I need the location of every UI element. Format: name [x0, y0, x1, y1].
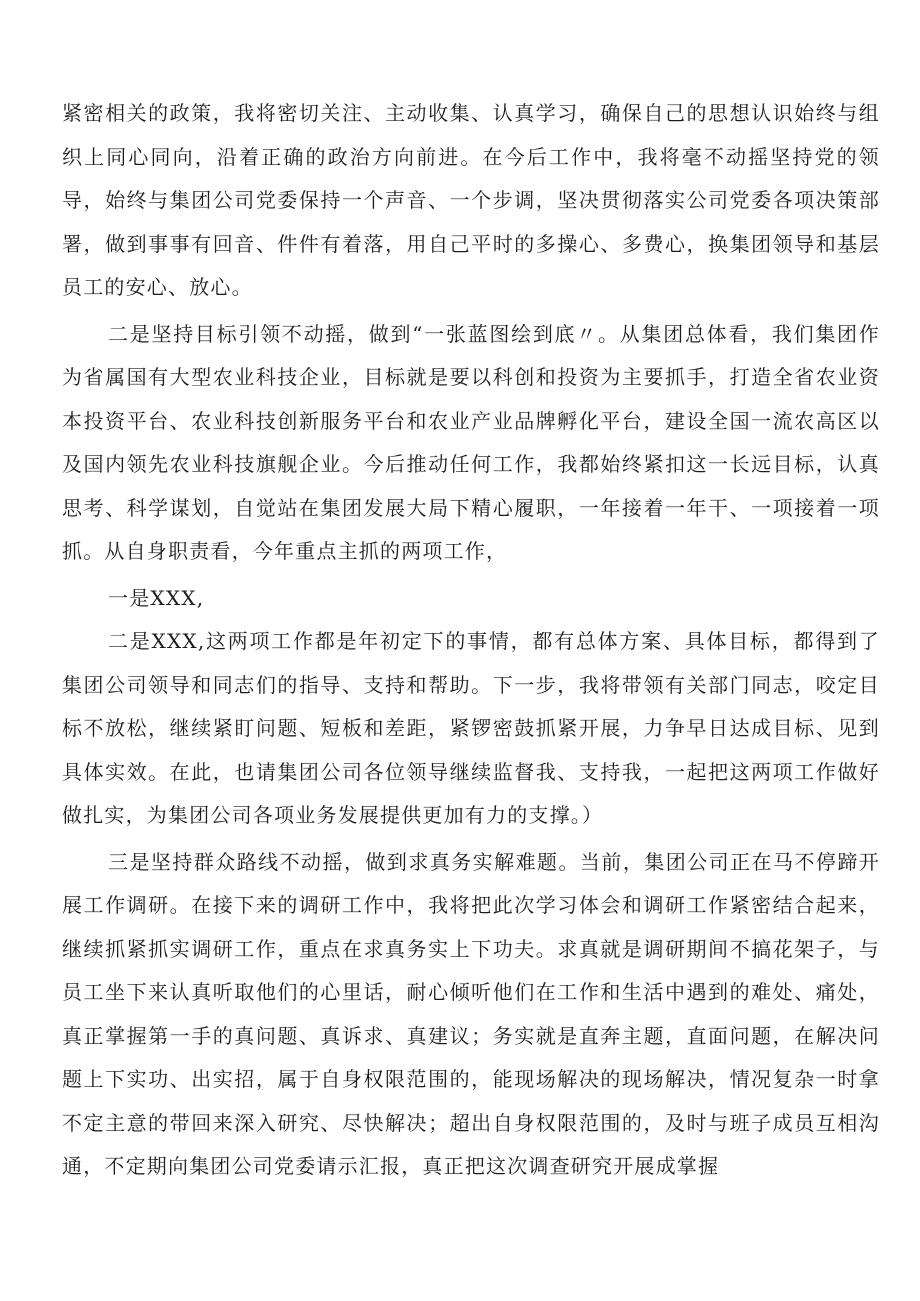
document-body: [62, 92, 880, 1189]
paragraph-third-point: 三是坚持群众路线不动摇，做到求真务实解难题。当前，集团公司正在马不停蹄开展工作调研。在接下来的调研工作中，我将把此次学习体会和调研工作紧密结合起来，继续抓紧抓实调研工作，重点在求真务实上下功夫。求真就是调研期间不搞花架子，与员工坐下来认真听取他们的心里话，耐心倾听他们在工作和生活中遇到的难处、痛处，真正掌握第一手的真问题、真诉求、真建议；务实就是直奔主题，直面问题，在解决问题上下实功、出实招，属于自身权限范围的，能现场解决的现场解决，情况复杂一时拿不定主意的带回来深入研究、尽快解决；超出自身权限范围的，及时与班子成员互相沟通，不定期向集团公司党委请示汇报，真正把这次调查研究开展成掌握: [62, 849, 880, 1178]
paragraph-continuation: 紧密相关的政策，我将密切关注、主动收集、认真学习，确保自己的思想认识始终与组织上同心同向，沿着正确的政治方向前进。在今后工作中，我将毫不动摇坚持党的领导，始终与集团公司党委保持一个声音、一个步调，坚决贯彻落实公司党委各项决策部署，做到事事有回音、件件有着落，用自己平时的多操心、多费心，换集团领导和基层员工的安心、放心。: [62, 101, 880, 299]
paragraph-item-one: 一是XXX,: [108, 585, 205, 610]
paragraph-second-point: 二是坚持目标引领不动摇，做到“一张蓝图绘到底〃。从集团总体看，我们集团作为省属国有大型农业科技企业，目标就是要以科创和投资为主要抓手，打造全省农业资本投资平台、农业科技创新服务平台和农业产业品牌孵化平台，建设全国一流农高区以及国内领先农业科技旗舰企业。今后推动任何工作，我都始终紧扣这一长远目标，认真思考、科学谋划，自觉站在集团发展大局下精心履职，一年接着一年干、一项接着一项抓。从自身职责看，今年重点主抓的两项工作，: [62, 321, 880, 563]
paragraph-item-two: 二是XXX,这两项工作都是年初定下的事情，都有总体方案、具体目标，都得到了集团公司领导和同志们的指导、支持和帮助。下一步，我将带领有关部门同志，咬定目标不放松，继续紧盯问题、短板和差距，紧锣密鼓抓紧开展，力争早日达成目标、见到具体实效。在此，也请集团公司各位领导继续监督我、支持我，一起把这两项工作做好做扎实，为集团公司各项业务发展提供更加有力的支撑。）: [62, 629, 880, 827]
